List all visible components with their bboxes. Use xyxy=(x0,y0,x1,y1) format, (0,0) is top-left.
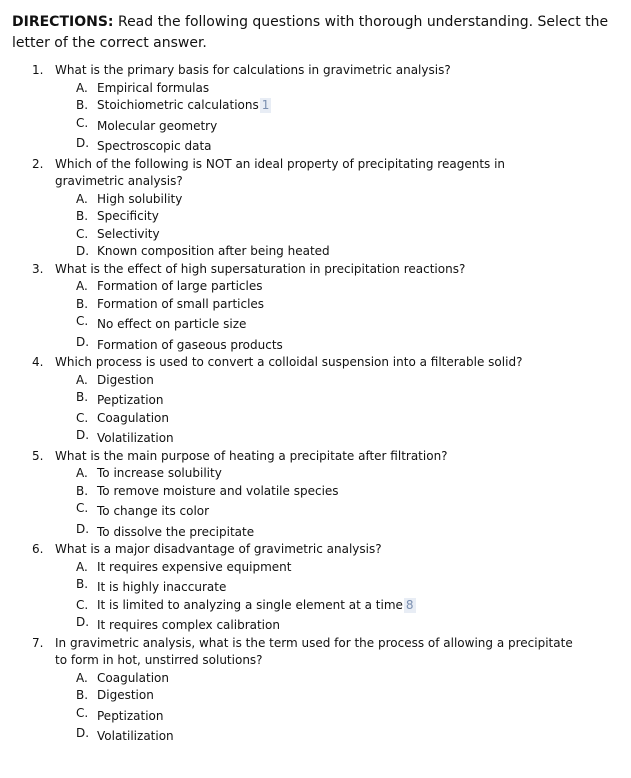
answer-choice xyxy=(0,725,631,746)
question-3 xyxy=(0,261,575,279)
answer-choice xyxy=(0,500,631,521)
answer-choice xyxy=(0,243,631,261)
choice-letter: D. xyxy=(76,726,90,740)
question-text: What is the primary basis for calculations in gravimetric analysis? xyxy=(55,63,451,77)
annotation-marker: 1 xyxy=(261,98,270,112)
choice-text: Stoichiometric calculations xyxy=(97,98,259,112)
answer-choice xyxy=(0,278,631,296)
choice-letter: C. xyxy=(76,501,89,515)
question-text: What is the main purpose of heating a precipitate after filtration? xyxy=(55,448,448,463)
question-number: 5. xyxy=(32,448,44,463)
question-number: 4. xyxy=(32,355,44,369)
choice-letter: C. xyxy=(76,226,89,241)
choice-letter: C. xyxy=(76,410,89,425)
choice-letter: D. xyxy=(76,334,90,349)
question-number: 6. xyxy=(32,542,44,556)
question-6 xyxy=(0,541,575,559)
choice-text: Peptization xyxy=(97,708,164,723)
choice-letter: C. xyxy=(76,705,89,720)
choice-letter: A. xyxy=(76,670,88,685)
choice-letter: C. xyxy=(76,314,89,328)
choice-letter: D. xyxy=(76,244,90,258)
answer-choice xyxy=(0,483,631,501)
question-number: 1. xyxy=(32,63,44,77)
choice-text: Peptization xyxy=(97,393,164,407)
choice-text: It is limited to analyzing a single element at a time xyxy=(97,597,403,612)
choice-text: It requires expensive equipment xyxy=(97,559,292,574)
choice-letter: A. xyxy=(76,191,88,206)
choice-text: To change its color xyxy=(97,504,210,518)
choice-text: It is highly inaccurate xyxy=(97,580,227,594)
choice-text: To dissolve the precipitate xyxy=(97,524,255,539)
choice-letter: B. xyxy=(76,98,89,112)
choice-text: To increase solubility xyxy=(97,466,222,480)
answer-choice xyxy=(0,97,631,115)
choice-letter: A. xyxy=(76,466,88,480)
answer-choice xyxy=(0,296,631,314)
answer-choice xyxy=(0,576,631,597)
question-number: 2. xyxy=(32,156,44,171)
answer-choice xyxy=(0,115,631,136)
question-number: 3. xyxy=(32,261,44,276)
answer-choice xyxy=(0,427,631,448)
choice-letter: D. xyxy=(76,521,90,536)
answer-choice xyxy=(0,226,631,244)
choice-text: Molecular geometry xyxy=(97,118,218,133)
answer-choice xyxy=(0,80,631,98)
choice-text: Volatilization xyxy=(97,729,174,743)
directions xyxy=(12,12,612,54)
choice-text: Formation of gaseous products xyxy=(97,337,283,352)
answer-choice xyxy=(0,465,631,483)
choice-text: It requires complex calibration xyxy=(97,618,280,632)
question-text: Which of the following is NOT an ideal property of precipitating reagents in gravimetric analysis? xyxy=(55,156,506,188)
answer-choice xyxy=(0,191,631,209)
answer-choice xyxy=(0,670,631,688)
question-text: In gravimetric analysis, what is the term used for the process of allowing a precipitate to form in hot, unstirred solutions? xyxy=(55,635,573,667)
answer-choice xyxy=(0,521,631,542)
question-text: Which process is used to convert a colloidal suspension into a filterable solid? xyxy=(55,355,523,369)
choice-text: Digestion xyxy=(97,372,154,387)
choice-letter: B. xyxy=(76,483,89,498)
answer-choice xyxy=(0,705,631,726)
choice-text: Volatilization xyxy=(97,431,174,445)
choice-letter: C. xyxy=(76,115,89,130)
directions-text: Read the following questions with thorough understanding. Select the letter of the correct answer. xyxy=(12,14,609,51)
choice-text: Empirical formulas xyxy=(97,80,210,95)
choice-letter: B. xyxy=(76,209,89,223)
answer-choice xyxy=(0,208,631,226)
choice-letter: B. xyxy=(76,390,89,404)
choice-letter: A. xyxy=(76,80,88,95)
choice-text: To remove moisture and volatile species xyxy=(97,483,339,498)
choice-text: Digestion xyxy=(97,688,154,702)
choice-text: Spectroscopic data xyxy=(97,139,212,153)
question-1 xyxy=(0,62,575,80)
answer-choice xyxy=(0,559,631,577)
choice-letter: B. xyxy=(76,577,89,591)
choice-text: Formation of small particles xyxy=(97,296,265,311)
choice-letter: A. xyxy=(76,559,88,574)
choice-text: Selectivity xyxy=(97,226,160,241)
question-list xyxy=(0,62,631,746)
answer-choice xyxy=(0,372,631,390)
choice-text: Known composition after being heated xyxy=(97,244,330,258)
choice-letter: D. xyxy=(76,428,90,442)
choice-text: No effect on particle size xyxy=(97,317,247,331)
answer-choice xyxy=(0,389,631,410)
choice-text: Coagulation xyxy=(97,670,169,685)
choice-text: Formation of large particles xyxy=(97,279,263,293)
answer-choice xyxy=(0,687,631,705)
question-4 xyxy=(0,354,575,372)
answer-choice xyxy=(0,313,631,334)
choice-text: Coagulation xyxy=(97,410,169,425)
choice-letter: C. xyxy=(76,597,89,612)
answer-choice xyxy=(0,597,631,615)
choice-text: High solubility xyxy=(97,191,183,206)
answer-choice xyxy=(0,410,631,428)
choice-letter: D. xyxy=(76,615,90,629)
question-text: What is the effect of high supersaturation in precipitation reactions? xyxy=(55,261,466,276)
directions-label: DIRECTIONS: xyxy=(12,14,114,30)
question-number: 7. xyxy=(32,635,44,650)
question-7 xyxy=(0,635,575,670)
choice-letter: D. xyxy=(76,136,90,150)
choice-letter: A. xyxy=(76,372,88,387)
answer-choice xyxy=(0,135,631,156)
choice-letter: A. xyxy=(76,279,88,293)
question-5 xyxy=(0,448,575,466)
question-text: What is a major disadvantage of gravimetric analysis? xyxy=(55,542,382,556)
choice-letter: B. xyxy=(76,688,89,702)
question-2 xyxy=(0,156,575,191)
choice-text: Specificity xyxy=(97,209,159,223)
annotation-marker: 8 xyxy=(405,597,414,612)
choice-letter: B. xyxy=(76,296,89,311)
answer-choice xyxy=(0,614,631,635)
answer-choice xyxy=(0,334,631,355)
